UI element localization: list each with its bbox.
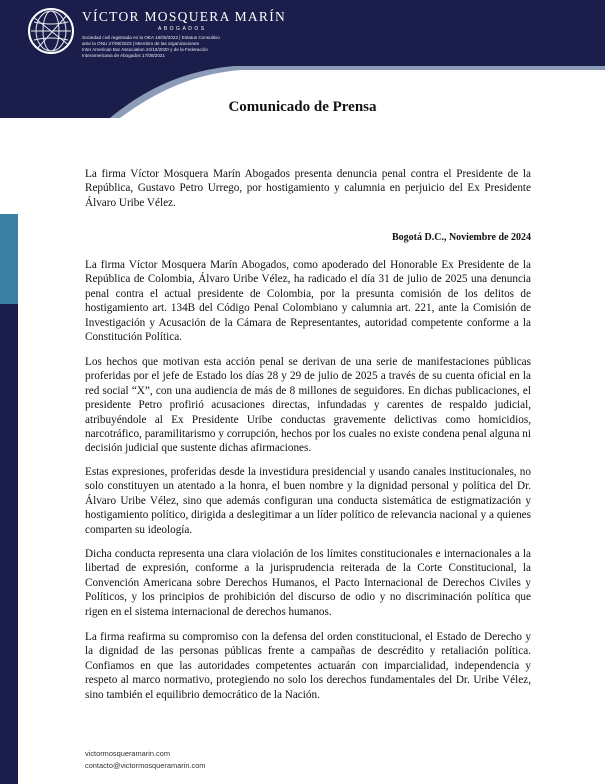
- firm-logo-globe: [28, 8, 74, 54]
- document-title: Comunicado de Prensa: [228, 99, 377, 115]
- registration-line: Sociedad civil registrada en la OEA 16/05/2022 | Estatus Consultivo: [82, 35, 220, 40]
- footer-email[interactable]: contacto@victormosqueramarin.com: [85, 761, 206, 770]
- body-paragraph: Los hechos que motivan esta acción penal se derivan de una serie de manifestaciones públicas proferidas por el jefe de Estado los días 28 y 29 de julio de 2025 a través de su cuenta oficial en la red social “X”, con una audiencia de más de 8 millones de seguidores. En dichas publicaciones, el presidente Petro profirió acusaciones directas, infundadas y carentes de respaldo judicial, atribuyéndole al Ex Presidente Uribe conductas gravemente delictivas como homicidios, narcotráfico, paramilitarismo y corrupción, hechos por los cuales no existe condena penal alguna ni decisión judicial que sustente dichas afirmaciones.: [85, 356, 531, 455]
- body-paragraph: La firma reafirma su compromiso con la defensa del orden constitucional, el Estado de Derecho y la dignidad de las personas públicas frente a campañas de descrédito y retaliación política. Confiamos en que las autoridades competentes actuarán con imparcialidad, independencia y respeto al marco normativo, protegiendo no solo los derechos fundamentales del Dr. Uribe Vélez, sino también el equilibrio democrático de la Nación.: [85, 631, 531, 701]
- footer-website[interactable]: victormosqueramarin.com: [85, 749, 171, 758]
- dateline: Bogotá D.C., Noviembre de 2024: [392, 232, 531, 243]
- body-paragraph: Estas expresiones, proferidas desde la investidura presidencial y usando canales institucionales, no solo constituyen un atentado a la honra, el buen nombre y la dignidad personal y política del Dr. Álvaro Uribe Vélez, sino que además configuran una conducta sistemática de estigmatización y hostigamiento político, dirigida a deslegitimar a un líder político de relevancia nacional y a quienes comparten su ideología.: [85, 466, 531, 536]
- body-paragraph: La firma Víctor Mosquera Marín Abogados, como apoderado del Honorable Ex Presidente de la República de Colombia, Álvaro Uribe Vélez, ha radicado el día 31 de julio de 2025 una denuncia penal contra el actual presidente de Colombia, por la presunta comisión de los delitos de hostigamiento art. 134B del Código Penal Colombiano y calumnia art. 221, ante la Comisión de Investigación y Acusación de la Cámara de Representantes, autoridad competente conforme a la Constitución Política.: [85, 259, 531, 344]
- body-paragraph: Dicha conducta representa una clara violación de los límites constitucionales e internacionales a la libertad de expresión, conforme a la jurisprudencia reiterada de la Corte Constitucional, la Convención Americana sobre Derechos Humanos, el Pacto Internacional de Derechos Civiles y Políticos, y los principios de prohibición del discurso de odio y no discriminación política que rigen en el sistema internacional de derechos humanos.: [85, 548, 531, 618]
- registration-info: [82, 35, 272, 59]
- registration-line: Inter American Bar Association 24/10/2020 y de la Federación: [82, 47, 208, 53]
- firm-subtitle: ABOGADOS: [158, 26, 207, 32]
- side-accent-bar: [0, 214, 18, 784]
- registration-line: ante la ONU 27/06/2023 | Miembro de las organizaciones: [82, 41, 199, 47]
- firm-name: VÍCTOR MOSQUERA MARÍN: [82, 9, 287, 24]
- registration-line: Interamericana de Abogados 17/08/2021: [82, 53, 166, 59]
- lead-paragraph: La firma Víctor Mosquera Marín Abogados presenta denuncia penal contra el Presidente de la República, Gustavo Petro Urrego, por hostigamiento y calumnia en perjuicio del Ex Presidente Álvaro Uribe Vélez.: [85, 168, 531, 209]
